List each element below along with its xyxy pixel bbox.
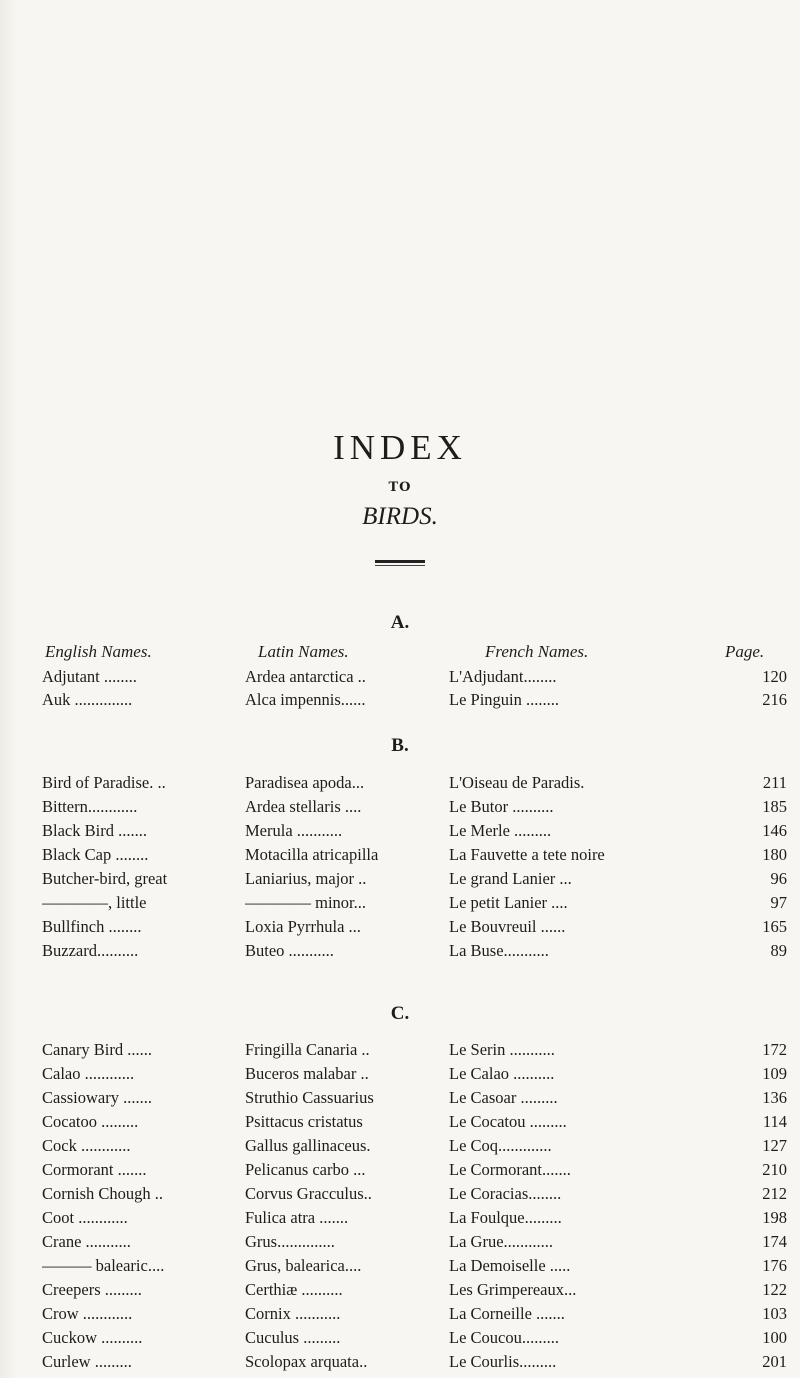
latin-name: Struthio Cassuarius [245,1088,374,1107]
french-name: L'Adjudant........ [449,667,557,686]
title-connector: TO [388,480,412,495]
french-name: Le Coucou......... [449,1328,559,1347]
english-name: Crane ........... [42,1232,131,1251]
page-number: 100 [762,1328,787,1347]
latin-name: Ardea stellaris .... [245,797,362,816]
page-number: 201 [762,1352,787,1371]
index-entry [0,1040,800,1064]
latin-name: Gallus gallinaceus. [245,1136,371,1155]
page-number: 174 [762,1232,787,1251]
index-entry [0,690,800,714]
english-name: Curlew ......... [42,1352,132,1371]
latin-name: Pelicanus carbo ... [245,1160,366,1179]
english-name: Auk .............. [42,690,133,709]
index-entry [0,1088,800,1112]
page-number: 176 [762,1256,787,1275]
english-name: Coot ............ [42,1208,128,1227]
french-name: Le Courlis......... [449,1352,557,1371]
latin-name: Fulica atra ....... [245,1208,349,1227]
english-name: ——— balearic.... [42,1256,165,1275]
french-name: Les Grimpereaux... [449,1280,577,1299]
french-name: La Grue............ [449,1232,554,1251]
english-name: Buzzard.......... [42,941,139,960]
english-name: Adjutant ........ [42,667,137,686]
page-number: 165 [762,917,787,936]
latin-name: Grus.............. [245,1232,335,1251]
french-name: La Buse........... [449,941,549,960]
english-name: Bittern............ [42,797,138,816]
french-name: Le Butor .......... [449,797,554,816]
index-entry [0,1064,800,1088]
french-name: La Demoiselle ..... [449,1256,571,1275]
page-number: 185 [762,797,787,816]
latin-name: Certhiæ .......... [245,1280,343,1299]
latin-name: Buteo ........... [245,941,334,960]
column-header-page: Page. [725,642,765,661]
index-entry [0,893,800,917]
latin-name: Alca impennis...... [245,690,366,709]
french-name: Le Merle ......... [449,821,552,840]
index-entry [0,1280,800,1304]
page-number: 114 [762,1112,787,1131]
index-entry [0,869,800,893]
french-name: Le Cocatou ......... [449,1112,567,1131]
index-entry [0,917,800,941]
index-entry [0,1136,800,1160]
page-number: 216 [762,690,787,709]
latin-name: Ardea antarctica .. [245,667,366,686]
page-number: 210 [762,1160,787,1179]
english-name: Cocatoo ......... [42,1112,139,1131]
page-number: 211 [762,773,787,792]
index-entry [0,1184,800,1208]
french-name: Le Coq............. [449,1136,552,1155]
index-entry [0,667,800,691]
index-entry [0,1232,800,1256]
page-subtitle: BIRDS. [362,503,438,530]
page-number: 103 [762,1304,787,1323]
column-header-latin: Latin Names. [258,642,349,661]
english-name: Cassiowary ....... [42,1088,152,1107]
index-entry [0,1160,800,1184]
latin-name: Merula ........... [245,821,343,840]
english-name: Cock ............ [42,1136,131,1155]
french-name: Le Casoar ......... [449,1088,558,1107]
french-name: La Fauvette a tete noire [449,845,605,864]
index-entry [0,1304,800,1328]
english-name: Black Bird ....... [42,821,147,840]
english-name: Crow ............ [42,1304,133,1323]
section-letter-a: A. [390,612,410,633]
index-entry [0,821,800,845]
index-entry [0,1208,800,1232]
index-entry [0,773,800,797]
latin-name: Psittacus cristatus [245,1112,363,1131]
latin-name: Loxia Pyrrhula ... [245,917,361,936]
latin-name: Cornix ........... [245,1304,341,1323]
index-entry [0,941,800,965]
page-number: 198 [762,1208,787,1227]
english-name: Black Cap ........ [42,845,149,864]
english-name: Bird of Paradise. .. [42,773,166,792]
index-entry [0,1256,800,1280]
page-number: 97 [770,893,787,912]
latin-name: Corvus Gracculus.. [245,1184,372,1203]
page-number: 127 [762,1136,787,1155]
french-name: La Foulque......... [449,1208,562,1227]
english-name: Cormorant ....... [42,1160,147,1179]
french-name: Le Bouvreuil ...... [449,917,566,936]
column-header-french: French Names. [485,642,589,661]
french-name: L'Oiseau de Paradis. [449,773,585,792]
english-name: Bullfinch ........ [42,917,142,936]
latin-name: Scolopax arquata.. [245,1352,368,1371]
english-name: Calao ............ [42,1064,135,1083]
ornamental-rule [375,560,425,563]
page-number: 89 [770,941,787,960]
french-name: Le Coracias........ [449,1184,562,1203]
page-number: 146 [762,821,787,840]
index-entry [0,1112,800,1136]
page-number: 180 [762,845,787,864]
page-number: 172 [762,1040,787,1059]
page-number: 212 [762,1184,787,1203]
section-letter-b: B. [391,735,409,756]
english-name: Butcher-bird, great [42,869,168,888]
english-name: Creepers ......... [42,1280,142,1299]
column-header-english: English Names. [45,642,152,661]
index-entry [0,1328,800,1352]
latin-name: Fringilla Canaria .. [245,1040,370,1059]
section-letter-c: C. [390,1003,410,1024]
latin-name: Buceros malabar .. [245,1064,369,1083]
english-name: ————, little [42,893,147,912]
latin-name: Motacilla atricapilla [245,845,379,864]
french-name: Le Cormorant....... [449,1160,571,1179]
latin-name: Laniarius, major .. [245,869,367,888]
french-name: Le Serin ........... [449,1040,555,1059]
english-name: Cornish Chough .. [42,1184,164,1203]
page-number: 136 [762,1088,787,1107]
french-name: Le grand Lanier ... [449,869,572,888]
latin-name: Cuculus ......... [245,1328,341,1347]
index-entry [0,1352,800,1376]
french-name: Le petit Lanier .... [449,893,568,912]
latin-name: Grus, balearica.... [245,1256,362,1275]
index-entry [0,845,800,869]
page-title: INDEX [333,428,467,467]
page-number: 109 [762,1064,787,1083]
french-name: Le Calao .......... [449,1064,555,1083]
latin-name: ———— minor... [245,893,367,912]
french-name: La Corneille ....... [449,1304,565,1323]
english-name: Cuckow .......... [42,1328,143,1347]
page-number: 120 [762,667,787,686]
latin-name: Paradisea apoda... [245,773,365,792]
page-number: 96 [770,869,787,888]
french-name: Le Pinguin ........ [449,690,559,709]
index-entry [0,797,800,821]
english-name: Canary Bird ...... [42,1040,152,1059]
page-number: 122 [762,1280,787,1299]
